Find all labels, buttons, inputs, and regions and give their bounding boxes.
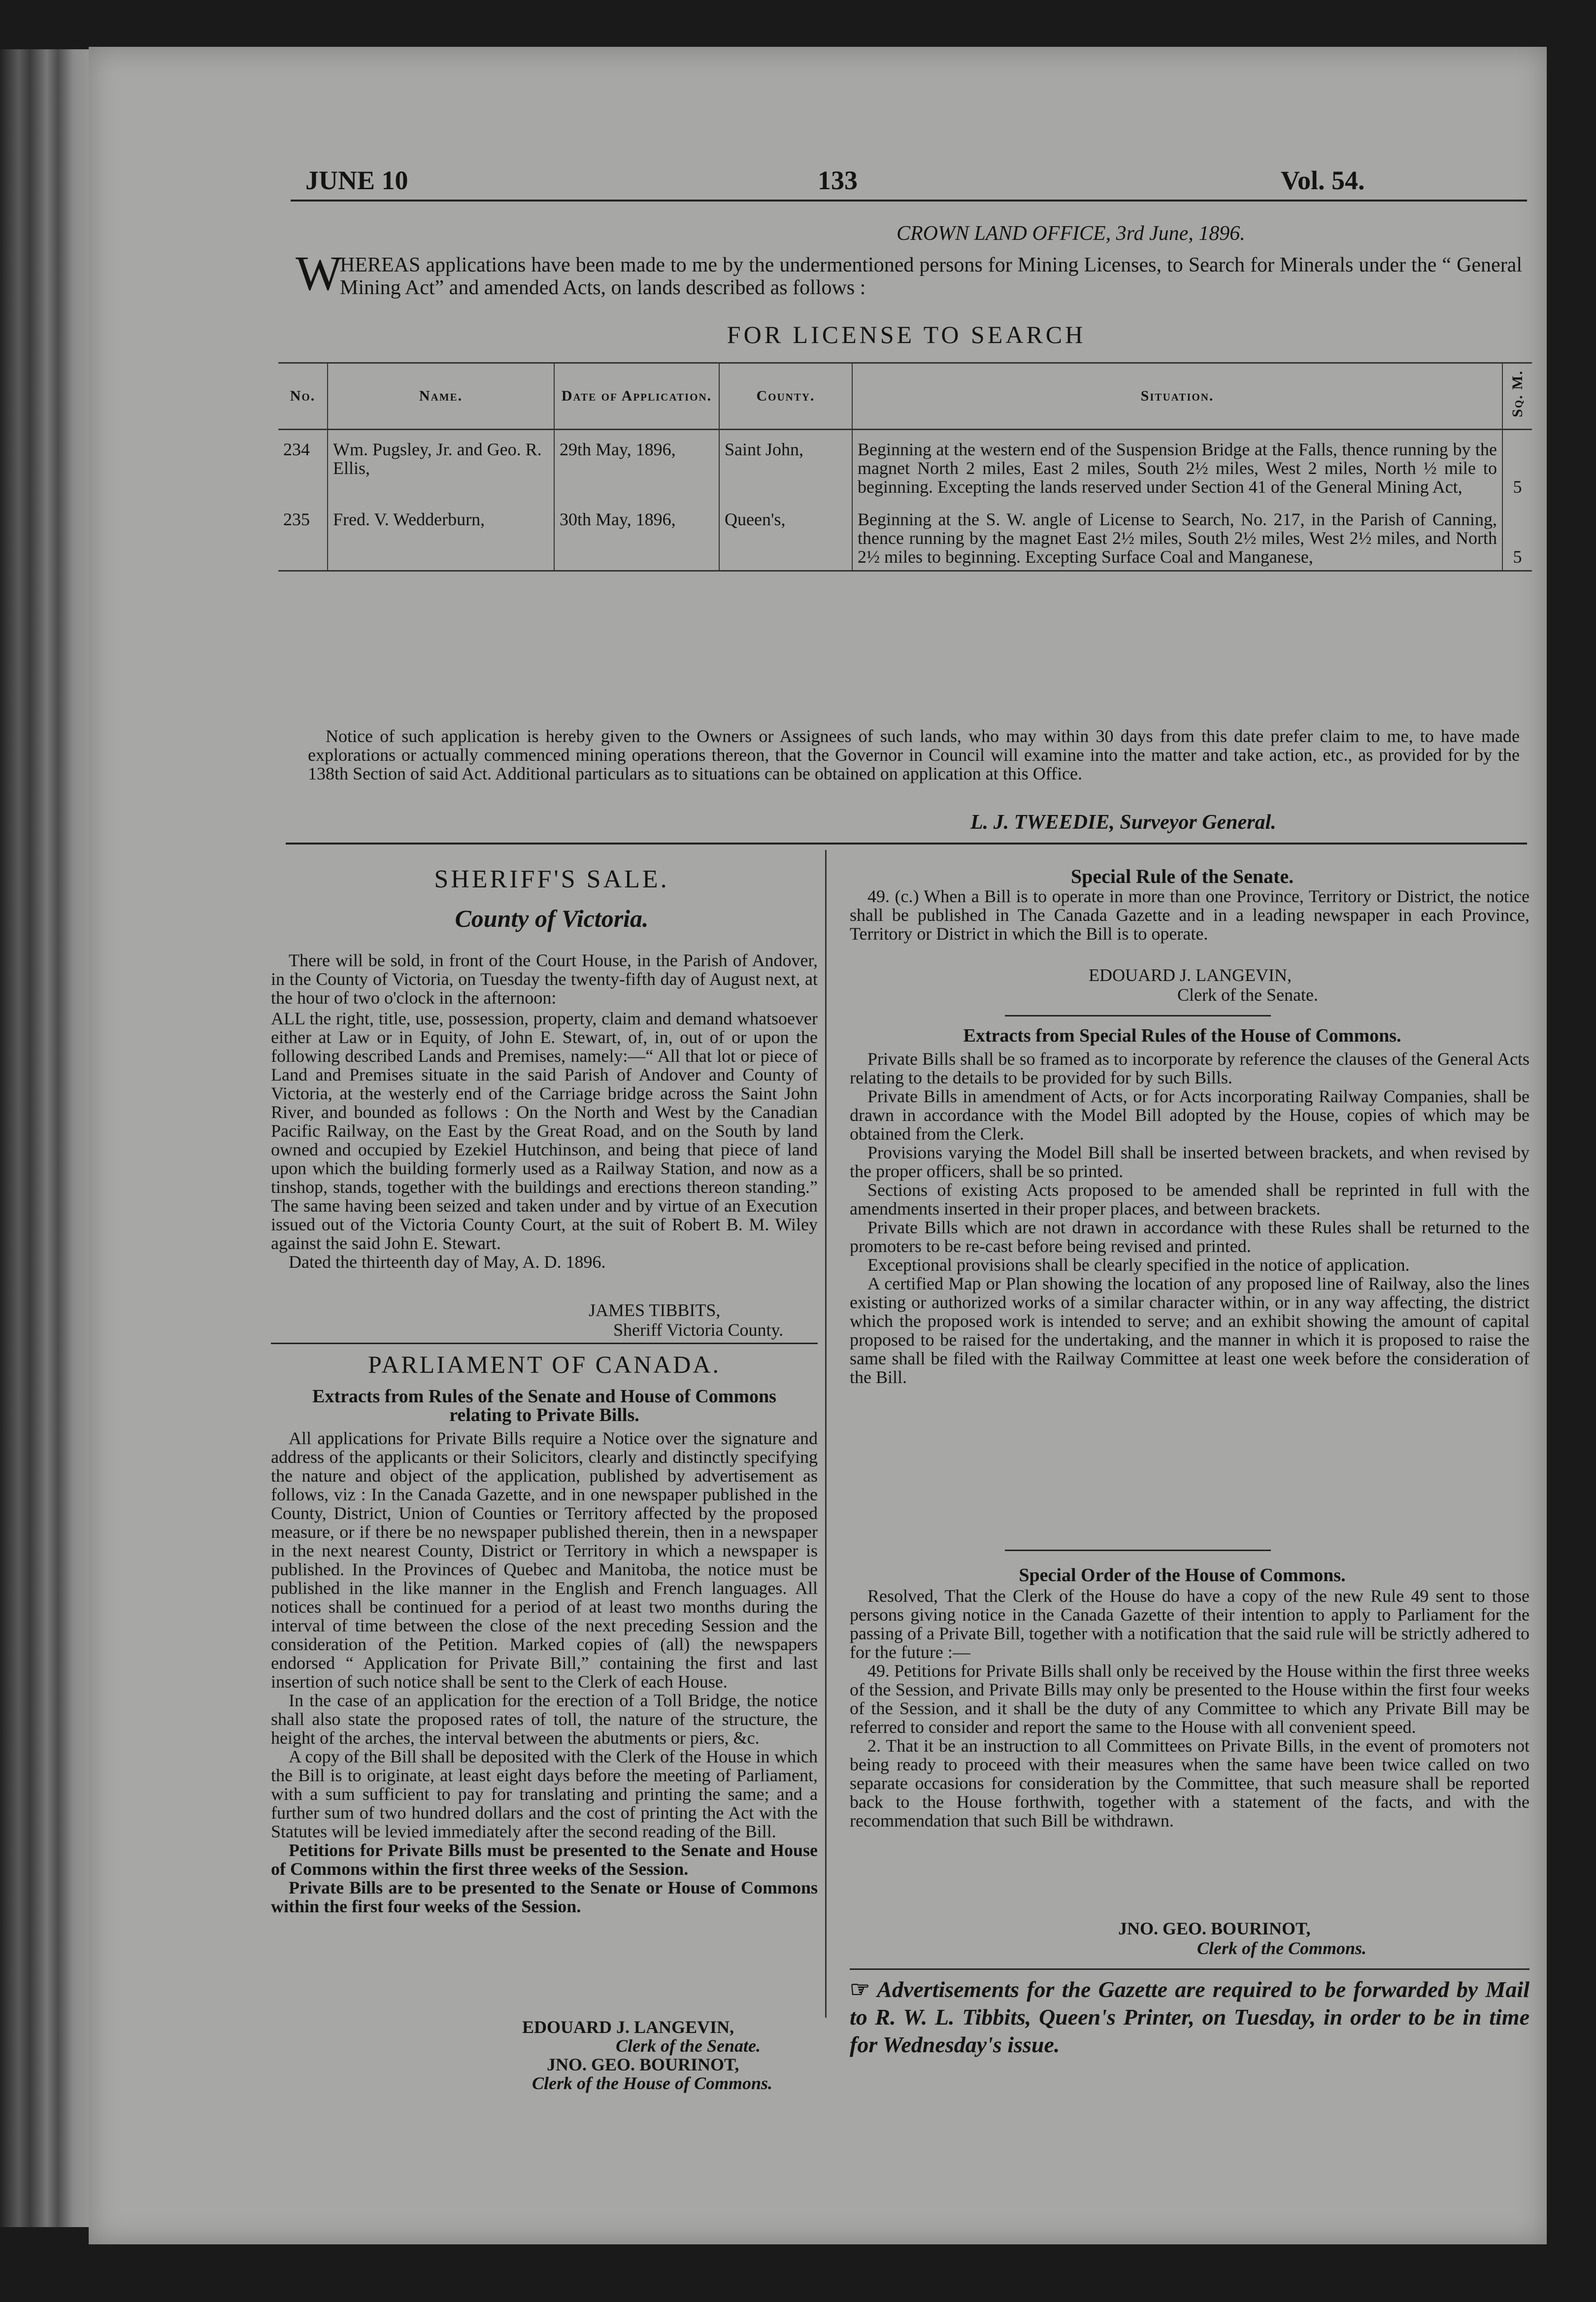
table-row: 235 Fred. V. Wedderburn, 30th May, 1896, Queen's, Beginning at the S. W. angle of License to Search, No. 217, in the Parish of Canning, thence running by the magnet East 2½ miles, South 2½ miles, West 2½ miles, and North 2½ miles to beginning. Excepting Surface Coal and Manganese, 5 [278, 500, 1532, 571]
left-rule [271, 1343, 818, 1344]
col-sqm: Sq. M. [1502, 363, 1532, 430]
volume-number: Vol. 54. [1281, 166, 1365, 195]
commons-rules-title: Extracts from Special Rules of the House of Commons. [963, 1025, 1401, 1046]
header-rule [291, 200, 1527, 202]
issue-date: JUNE 10 [305, 166, 408, 195]
section-rule [286, 843, 1527, 845]
crown-notice: Notice of such application is hereby given to the Owners or Assignees of such lands, who may within 30 days from this date prefer claim to me, to have made explorations or actually commenced mining operations thereon, that the Governor in Council will examine into the matter and take action, etc., as provided for by the 138th Section of said Act. Additional particulars as to situations can be obtained on application at this Office. [308, 726, 1520, 783]
senate-clerk-signature: EDOUARD J. LANGEVIN, [1089, 965, 1292, 985]
surveyor-signature: L. J. TWEEDIE, Surveyor General. [970, 811, 1276, 834]
book-binding-edge [0, 49, 94, 2227]
table-row: 234 Wm. Pugsley, Jr. and Geo. R. Ellis, 29th May, 1896, Saint John, Beginning at the western end of the Suspension Bridge at the Falls, thence running by the magnet North 2 miles, East 2 miles, South 2½ miles, West 2 miles, North ½ mile to beginning. Excepting the lands reserved under Section 41 of the General Mining Act, 5 [278, 430, 1532, 501]
special-order-title: Special Order of the House of Commons. [1019, 1565, 1346, 1586]
commons-clerk-title: Clerk of the Commons. [1197, 1938, 1367, 1958]
license-heading: FOR LICENSE TO SEARCH [727, 321, 1086, 348]
sheriff-title: Sheriff Victoria County. [613, 1320, 784, 1340]
column-divider [825, 850, 827, 2018]
col-name: Name. [328, 363, 554, 430]
senate-rule-text: 49. (c.) When a Bill is to operate in more than one Province, Territory or District, the notice shall be published in The Canada Gazette and in a leading newspaper in each Province, Territory or District in which the Bill is to operate. [850, 886, 1530, 944]
col-no: No. [278, 363, 328, 430]
parliament-title: PARLIAMENT OF CANADA. [367, 1351, 721, 1378]
gazette-advert-notice: ☞ Advertisements for the Gazette are required to be forwarded by Mail to R. W. L. Tibbits, Queen's Printer, on Tuesday, in order to be in time for Wednesday's issue. [850, 1977, 1530, 2057]
county-heading: County of Victoria. [455, 905, 649, 932]
commons-clerk-signature: JNO. GEO. BOURINOT, [1118, 1919, 1311, 1938]
license-table-header [278, 363, 1532, 430]
sheriff-sale-title: SHERIFF'S SALE. [434, 865, 669, 893]
advert-rule [850, 1968, 1530, 1970]
col-county: County. [719, 363, 852, 430]
senate-rule-title: Special Rule of the Senate. [1070, 865, 1294, 887]
sheriff-notice: There will be sold, in front of the Court House, in the Parish of Andover, in the County of Victoria, on Tuesday the twenty-fifth day of August next, at the hour of two o'clock in the afternoon: ALL the right, title, use, possession, property, claim and demand whatsoever either at Law or in Equity, of John E. Stewart, of, in, out of or upon the following described Lands and Premises, namely:—“ All that lot or piece of Land and Premises situate in the said Parish of Andover and County of Victoria, at the westerly end of the Carriage bridge across the Saint John River, and bounded as follows : On the North and West by the Canadian Pacific Railway, on the East by the Great Road, and on the South by land owned and occupied by Ezekiel Hutchinson, and being that piece of land upon which the building formerly used as a Railway Station, and now as a tinshop, stands, together with the buildings and erections thereon standing.” The same having been seized and taken under and by virtue of an Execution issued out of the Victoria County Court, at the suit of Robert B. M. Wiley against the said John E. Stewart. Dated the thirteenth day of May, A. D. 1896. [271, 950, 818, 1272]
sheriff-signature: JAMES TIBBITS, [589, 1300, 721, 1320]
parliament-rules: All applications for Private Bills require a Notice over the signature and address of the applicants or their Solicitors, clearly and distinctly specifying the nature and object of the application, published by advertisement as follows, viz : In the Canada Gazette, and in one newspaper published in the County, District, Union of Counties or Territory affected by the proposed measure, or if there be no newspaper published therein, then in a newspaper in the next nearest County, District or Territory in which a newspaper is published. In the Provinces of Quebec and Manitoba, the notice must be published in the like manner in the English and French languages. All notices shall be continued for a period of at least two months during the interval of time between the close of the next preceding Session and the consideration of the Petition. Marked copies of (all) the newspapers endorsed “ Application for Private Bill,” containing the first and last insertion of such notice shall be sent to the Clerk of each House. In the case of an application for the erection of a Toll Bridge, the notice shall also state the proposed rates of toll, the nature of the structure, the height of the arches, the interval between the abutments or piers, &c. A copy of the Bill shall be deposited with the Clerk of the House in which the Bill is to originate, at least eight days before the meeting of Parliament, with a sum sufficient to pay for translating and printing the same; and a further sum of two hundred dollars and the cost of printing the Act with the Statutes will be levied immediately after the second reading of the Bill. Petitions for Private Bills must be presented to the Senate and House of Commons within the first three weeks of the Session. Private Bills are to be presented to the Senate or House of Commons within the first four weeks of the Session. [271, 1428, 818, 1916]
col-situation: Situation. [852, 363, 1502, 430]
pointing-hand-icon: ☞ [850, 1977, 870, 2002]
special-order-text: Resolved, That the Clerk of the House do have a copy of the new Rule 49 sent to those persons giving notice in the Canada Gazette of their intention to apply to Parliament for the passing of a Private Bill, together with a notification that the said rule will be strictly adhered to for the future :— 49. Petitions for Private Bills shall only be received by the House within the first three weeks of the Session, and Private Bills may only be presented to the House within the first four weeks of the Session, and it shall be the duty of any Committee to which any Private Bill may be referred to consider and report the same to the House with all convenient speed. 2. That it be an instruction to all Committees on Private Bills, in the event of promoters not being ready to proceed with their measures when the same have been twice called on two separate occasions for consideration by the Committee, that such measure shall be reported back to the House forthwith, together with a statement of the facts, and with the recommendation that such Bill be withdrawn. [850, 1586, 1530, 1830]
drop-cap: W [296, 246, 342, 301]
gazette-page [89, 47, 1547, 2244]
crown-intro: HEREAS applications have been made to me by the undermentioned persons for Mining Licenses, to Search for Minerals under the “ General Mining Act” and amended Acts, on lands described as follows : [340, 254, 1522, 299]
license-table [278, 362, 1532, 572]
short-rule [1005, 1015, 1271, 1016]
page-number: 133 [818, 166, 858, 195]
short-rule [1005, 1550, 1271, 1551]
bourinot-signature: JNO. GEO. BOURINOT, [547, 2055, 739, 2074]
bourinot-title: Clerk of the House of Commons. [532, 2073, 773, 2093]
crown-office-dateline: CROWN LAND OFFICE, 3rd June, 1896. [897, 222, 1245, 245]
col-date: Date of Application. [554, 363, 719, 430]
commons-rules-text: Private Bills shall be so framed as to incorporate by reference the clauses of the General Acts relating to the details to be provided for by such Bills. Private Bills in amendment of Acts, or for Acts incorporating Railway Companies, shall be drawn in accordance with the Model Bill adopted by the House, copies of which may be obtained from the Clerk. Provisions varying the Model Bill shall be inserted between brackets, and when revised by the proper officers, shall be so printed. Sections of existing Acts proposed to be amended shall be reprinted in full with the amendments inserted in their proper places, and between brackets. Private Bills which are not drawn in accordance with these Rules shall be returned to the promoters to be re-cast before being revised and printed. Exceptional provisions shall be clearly specified in the notice of application. A certified Map or Plan showing the location of any proposed line of Railway, also the lines existing or authorized works of a similar character within, or in any way affecting, the district which the proposed work is intended to serve; and an exhibit showing the amount of capital proposed to be raised for the undertaking, and the manner in which it is proposed to raise the same shall be filed with the Railway Committee at least one week before the consideration of the Bill. [850, 1049, 1530, 1387]
senate-clerk-title: Clerk of the Senate. [1177, 985, 1318, 1005]
langevin-title: Clerk of the Senate. [616, 2036, 761, 2056]
langevin-signature: EDOUARD J. LANGEVIN, [522, 2017, 734, 2037]
parliament-subtitle: Extracts from Rules of the Senate and House of Commons relating to Private Bills. [312, 1386, 776, 1425]
